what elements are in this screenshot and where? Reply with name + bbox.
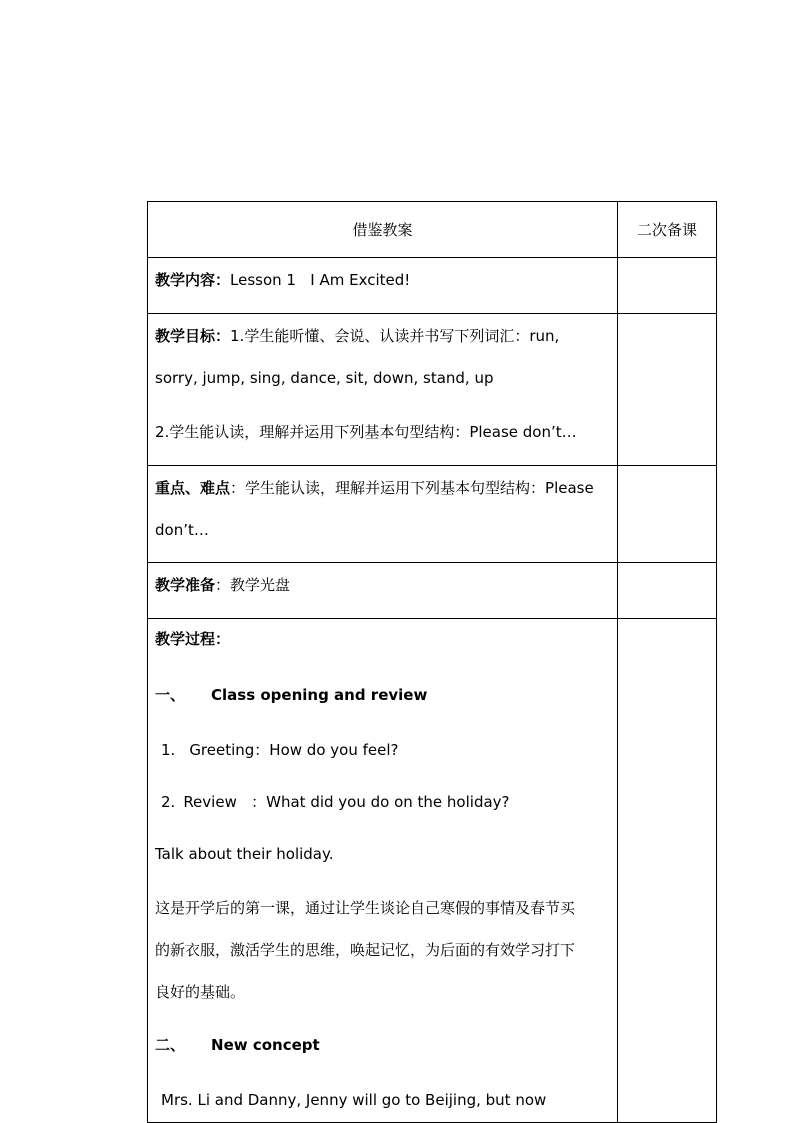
- objectives-line1: [155, 326, 617, 346]
- preparation-notes-cell: [618, 563, 717, 619]
- keypoints-label: 重点、难点: [155, 479, 231, 497]
- header-right-cell: 二次备课: [618, 202, 717, 258]
- keypoints-text1: ：学生能认读，理解并运用下列基本句型结构：Please: [230, 479, 594, 497]
- objectives-cell: [148, 314, 618, 466]
- keypoints-line1: [155, 478, 617, 498]
- objectives-line3: 2.学生能认读，理解并运用下列基本句型结构：Please don’t…: [155, 423, 577, 441]
- preparation-row: [148, 563, 717, 619]
- process-label: 教学过程：: [155, 630, 231, 648]
- section2-title: New concept: [211, 1036, 320, 1054]
- section2-heading: [155, 1035, 617, 1055]
- objectives-row: [148, 314, 717, 466]
- section1-heading: [155, 685, 617, 705]
- objectives-text1: 1.学生能听懂、会说、认读并书写下列词汇：run,: [230, 327, 560, 345]
- item2-text: Review ：What did you do on the holiday?: [183, 793, 510, 811]
- review-item-1: [155, 740, 617, 760]
- objectives-notes-cell: [618, 314, 717, 466]
- content-value: Lesson 1 I Am Excited!: [230, 271, 411, 289]
- preparation-cell: [148, 563, 618, 619]
- preparation-value: ：教学光盘: [215, 576, 291, 594]
- header-row: [148, 202, 717, 258]
- section1-title: Class opening and review: [211, 686, 428, 704]
- story-line: Mrs. Li and Danny, Jenny will go to Beijing, but now: [161, 1091, 547, 1109]
- review-item-2: [155, 792, 617, 812]
- content-notes-cell: [618, 258, 717, 314]
- keypoints-line2: don’t…: [155, 521, 209, 539]
- content-row: [148, 258, 717, 314]
- preparation-label: 教学准备: [155, 576, 216, 594]
- talk-line: Talk about their holiday.: [155, 845, 334, 863]
- lesson-plan-table: [147, 201, 717, 1123]
- content-cell: [148, 258, 618, 314]
- item1-text: Greeting：How do you feel?: [189, 741, 399, 759]
- keypoints-row: [148, 466, 717, 563]
- process-notes-cell: [618, 619, 717, 1123]
- process-cell: [148, 619, 618, 1123]
- section1-number: 一、: [155, 686, 186, 704]
- keypoints-cell: [148, 466, 618, 563]
- content-label: 教学内容：: [155, 271, 231, 289]
- objectives-label: 教学目标：: [155, 327, 231, 345]
- item2-number: 2.: [161, 793, 176, 811]
- keypoints-notes-cell: [618, 466, 717, 563]
- header-left-cell: 借鉴教案: [148, 202, 618, 258]
- note-line-2: 的新衣服，激活学生的思维，唤起记忆，为后面的有效学习打下: [155, 941, 576, 959]
- note-line-1: 这是开学后的第一课，通过让学生谈论自己寒假的事情及春节买: [155, 899, 576, 917]
- process-row: [148, 619, 717, 1123]
- note-line-3: 良好的基础。: [155, 983, 246, 1001]
- objectives-line2: sorry, jump, sing, dance, sit, down, stand, up: [155, 369, 494, 387]
- item1-number: 1.: [161, 741, 176, 759]
- section2-number: 二、: [155, 1036, 186, 1054]
